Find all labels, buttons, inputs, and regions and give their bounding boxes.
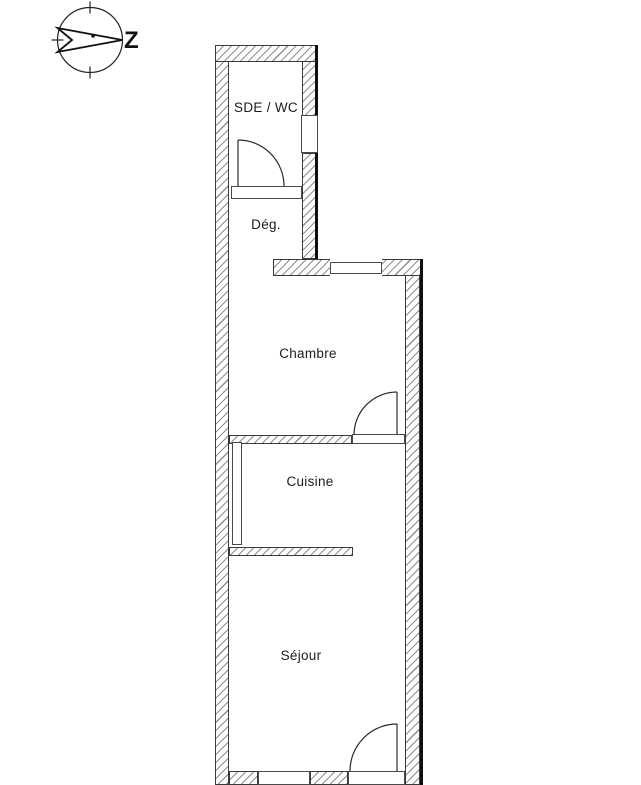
room-label-cuisine: Cuisine [286,474,334,489]
duct-partition-cuisine [232,442,242,545]
door-sejour [350,724,397,771]
door-sde-wc [238,140,284,186]
door-chambre [354,392,397,435]
door-threshold-sejour [348,771,405,785]
room-label-chambre: Chambre [279,346,337,361]
door-arc-sejour [350,724,397,771]
wall-bottom-segment-1 [229,771,258,785]
wall-right-main [405,275,420,785]
window-sde-wc [301,115,318,153]
compass-rose [50,0,160,90]
compass-north-label: Z [124,27,139,54]
compass-needle [58,28,123,52]
compass-center-dot [91,34,95,38]
room-label-degagement: Dég. [251,217,281,232]
wall-top [215,45,318,62]
wall-bottom-segment-2 [310,771,348,785]
window-step-band [330,262,382,274]
room-label-sejour: Séjour [280,648,322,663]
door-arc-chambre [354,392,397,435]
door-threshold-sde-wc [231,186,302,199]
door-threshold-chambre [352,434,405,444]
room-label-sde-wc: SDE / WC [234,100,298,115]
party-wall-edge-right [420,259,423,785]
window-bottom [258,771,310,785]
door-arc-sde-wc [238,140,284,186]
wall-chambre-cuisine [229,435,352,444]
wall-cuisine-sejour [229,547,353,556]
wall-left [215,61,229,785]
